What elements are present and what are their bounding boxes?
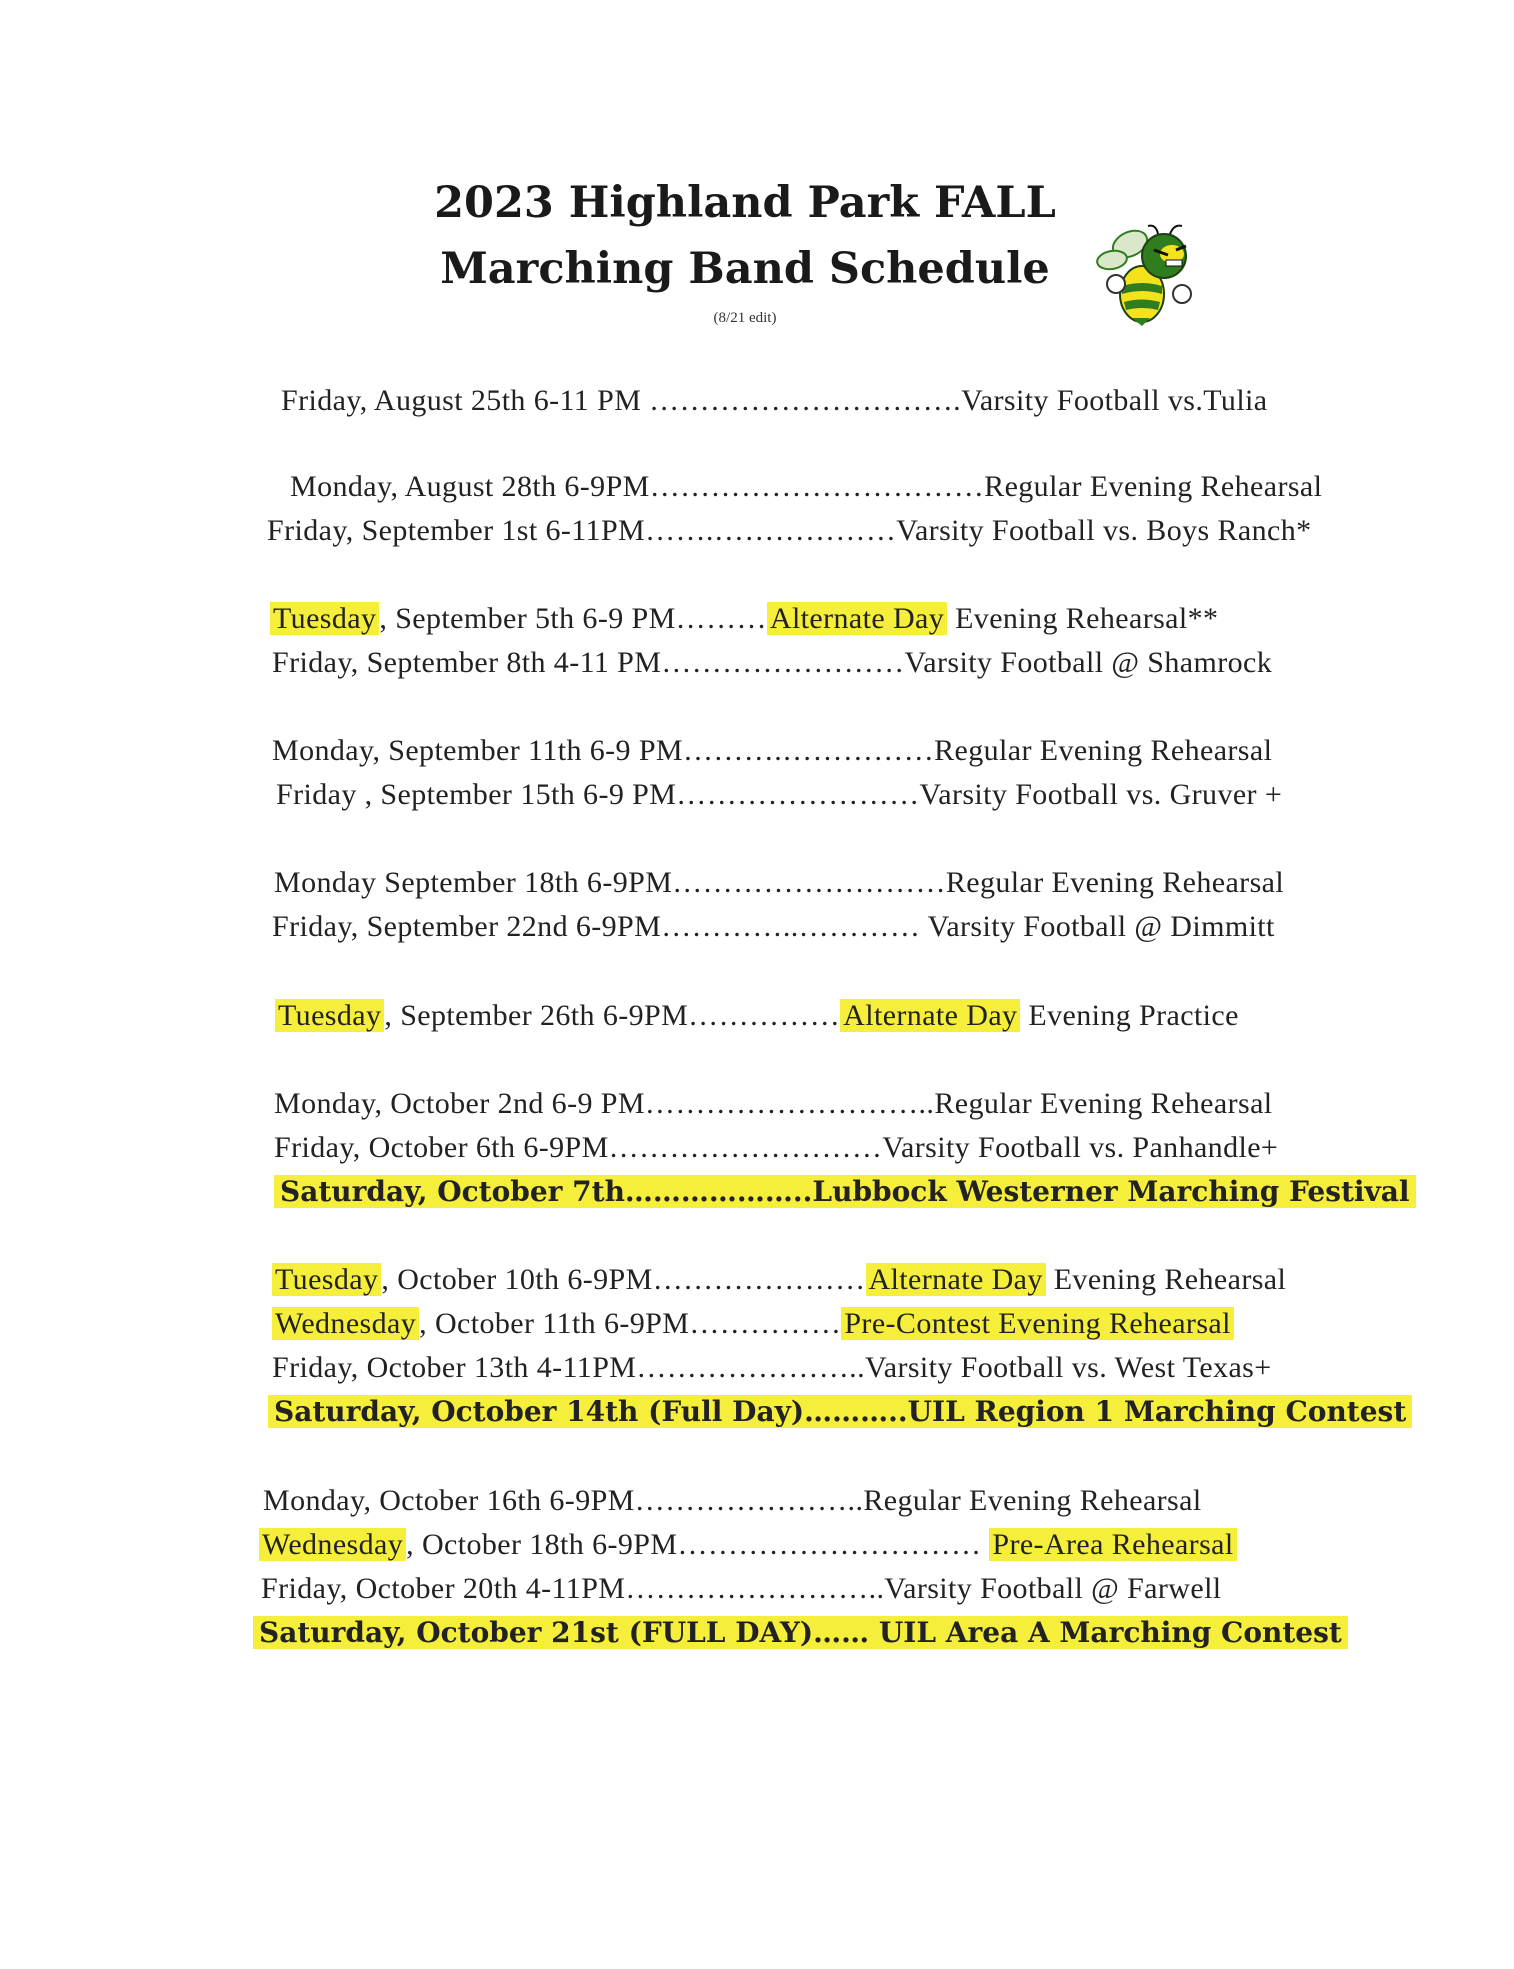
schedule-row [290,470,1322,504]
event-time: Friday, September 22nd 6-9PM…………..………… [272,910,928,943]
event-time: , October 10th 6-9PM………………… [381,1263,866,1296]
event-description: Varsity Football vs.Tulia [961,384,1268,417]
event-time: Monday September 18th 6-9PM……………………… [274,866,946,899]
schedule-row [275,999,1239,1033]
schedule-row [274,1087,1273,1121]
highlighted-day: Tuesday [275,999,384,1032]
hornet-mascot-logo [1090,222,1202,327]
event-time: , October 18th 6-9PM………………………… [406,1528,990,1561]
highlighted-day: Wednesday [259,1528,406,1561]
event-time: Friday, September 8th 4-11 PM…………………… [272,646,905,679]
event-line: Saturday, October 21st (FULL DAY)…… UIL Area A Marching Contest [259,1616,1342,1649]
highlighted-tag: Alternate Day [840,999,1020,1032]
schedule-row [270,602,1218,636]
event-description: Varsity Football vs. Panhandle+ [882,1131,1279,1164]
highlighted-tag: Alternate Day [767,602,947,635]
highlighted-tag: Pre-Contest Evening Rehearsal [841,1307,1234,1340]
schedule-row [272,1351,1272,1385]
event-description: Varsity Football @ Farwell [884,1572,1222,1605]
event-time: Monday, September 11th 6-9 PM……….…………… [272,734,935,767]
event-description: Regular Evening Rehearsal [863,1484,1202,1517]
schedule-row [274,866,1284,900]
title-line-2: Marching Band Schedule [440,244,1050,294]
schedule-row [274,1175,1416,1208]
schedule-row [268,1395,1412,1428]
schedule-row [263,1484,1202,1518]
title-line-1: 2023 Highland Park FALL [434,178,1056,228]
event-time: , September 5th 6-9 PM……… [379,602,767,635]
event-time: , October 11th 6-9PM…………… [419,1307,842,1340]
event-description: Varsity Football @ Dimmitt [927,910,1275,943]
schedule-row [253,1616,1348,1649]
event-line: Saturday, October 14th (Full Day)………..UIL Region 1 Marching Contest [274,1395,1407,1428]
event-time: Friday, August 25th 6-11 PM …………………………. [281,384,962,417]
schedule-row [267,514,1312,548]
schedule-row [272,646,1272,680]
event-description: Regular Evening Rehearsal [945,866,1285,899]
event-description: Varsity Football @ Shamrock [904,646,1273,679]
highlighted-day: Tuesday [272,1263,381,1296]
schedule-row [272,910,1275,944]
event-description: Varsity Football vs. Gruver + [919,778,1283,811]
schedule-row [272,1307,1234,1341]
event-description: Varsity Football vs. Boys Ranch* [896,514,1312,547]
event-description: Regular Evening Rehearsal [934,734,1273,767]
event-time: Friday, October 6th 6-9PM……………………… [274,1131,883,1164]
highlighted-tag: Pre-Area Rehearsal [989,1528,1236,1561]
event-time: Friday, October 20th 4-11PM…………………….. [261,1572,885,1605]
event-time: Friday , September 15th 6-9 PM…………………… [276,778,920,811]
schedule-row [281,384,1268,418]
event-description: Regular Evening Rehearsal [934,1087,1273,1120]
highlighted-tag: Alternate Day [866,1263,1046,1296]
schedule-row [272,734,1272,768]
event-description: Evening Rehearsal** [947,602,1219,635]
event-time: Friday, October 13th 4-11PM………………….. [272,1351,865,1384]
event-time: , September 26th 6-9PM…………… [384,999,841,1032]
highlighted-day: Tuesday [270,602,379,635]
event-description: Regular Evening Rehearsal [984,470,1323,503]
event-time: Friday, September 1st 6-11PM…….……………… [267,514,897,547]
schedule-row [272,1263,1286,1297]
event-description: Evening Practice [1020,999,1239,1032]
event-description: Evening Rehearsal [1045,1263,1287,1296]
highlighted-day: Wednesday [272,1307,419,1340]
edit-note: (8/21 edit) [713,310,777,326]
event-time: Monday, October 16th 6-9PM………………….. [263,1484,864,1517]
event-time: Monday, August 28th 6-9PM…………………………… [290,470,985,503]
event-line: Saturday, October 7th………………..Lubbock Westerner Marching Festival [280,1175,1410,1208]
event-description: Varsity Football vs. West Texas+ [864,1351,1272,1384]
schedule-row [259,1528,1237,1562]
schedule-row [276,778,1282,812]
event-time: Monday, October 2nd 6-9 PM……………………….. [274,1087,935,1120]
schedule-row [261,1572,1222,1606]
schedule-row [274,1131,1278,1165]
